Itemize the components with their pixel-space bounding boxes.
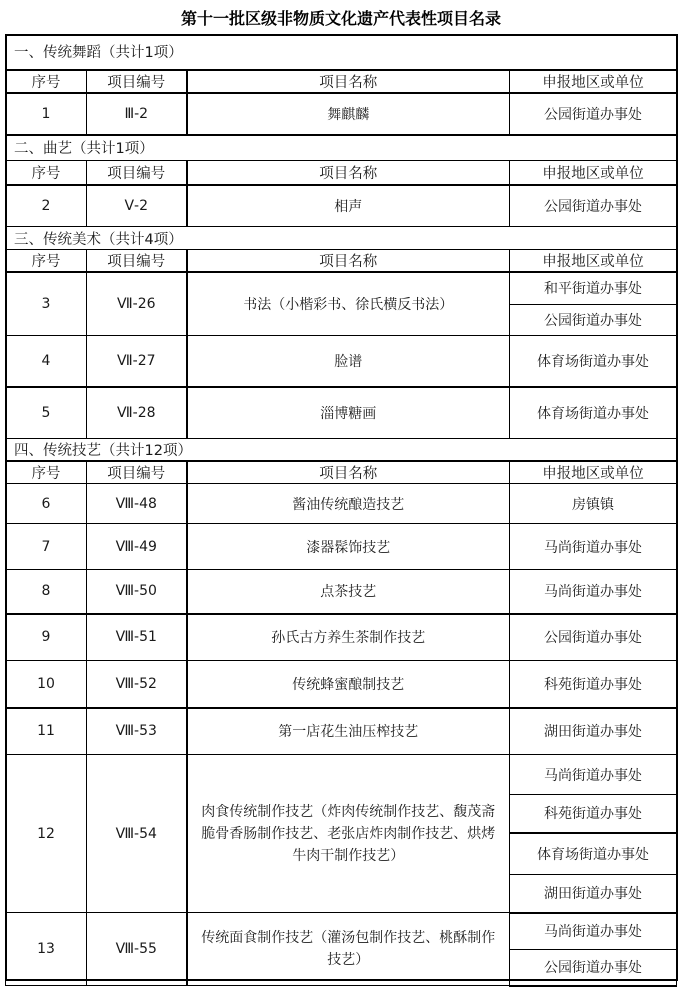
- cell-unit: 体育场街道办事处: [510, 833, 677, 875]
- cell-name: 肉食传统制作技艺（炸肉传统制作技艺、馥茂斋脆骨香肠制作技艺、老张店炸肉制作技艺、烘烤牛肉干制作技艺）: [187, 755, 510, 913]
- table-row: [6, 570, 677, 614]
- cell-unit: 公园街道办事处: [510, 950, 677, 986]
- cell-name: 舞麒麟: [187, 93, 510, 135]
- cell-name: 传统蜂蜜酿制技艺: [187, 661, 510, 708]
- cell-seq: 13: [6, 913, 87, 986]
- section-header: 四、传统技艺（共计12项）: [6, 438, 677, 461]
- cell-unit: 科苑街道办事处: [510, 795, 677, 833]
- cell-code: Ⅶ-28: [87, 387, 187, 438]
- cell-seq: 5: [6, 387, 87, 438]
- section-header: 三、传统美术（共计4项）: [6, 227, 677, 250]
- table-row: [6, 185, 677, 227]
- cell-unit: 科苑街道办事处: [510, 661, 677, 708]
- cell-name: 漆器髹饰技艺: [187, 524, 510, 570]
- cell-code: Ⅷ-49: [87, 524, 187, 570]
- column-header-name: 项目名称: [187, 161, 510, 185]
- section-header: 一、传统舞蹈（共计1项）: [6, 35, 677, 70]
- cell-unit: 马尚街道办事处: [510, 524, 677, 570]
- cell-seq: 2: [6, 185, 87, 227]
- cell-seq: 11: [6, 708, 87, 755]
- cell-seq: 12: [6, 755, 87, 913]
- cell-name: 传统面食制作技艺（灌汤包制作技艺、桃酥制作技艺）: [187, 913, 510, 986]
- column-header-code: 项目编号: [87, 250, 187, 273]
- column-header-code: 项目编号: [87, 70, 187, 93]
- cell-unit: 房镇镇: [510, 484, 677, 524]
- column-header-seq: 序号: [6, 70, 87, 93]
- cell-code: Ⅷ-52: [87, 661, 187, 708]
- table-row: [6, 913, 677, 950]
- cell-code: Ⅶ-26: [87, 272, 187, 335]
- column-header-unit: 申报地区或单位: [510, 161, 677, 185]
- cell-unit: 马尚街道办事处: [510, 570, 677, 614]
- table-row: [6, 614, 677, 661]
- table-row: [6, 708, 677, 755]
- table-row: [6, 484, 677, 524]
- cell-seq: 7: [6, 524, 87, 570]
- column-header-seq: 序号: [6, 461, 87, 484]
- cell-name: 孙氏古方养生茶制作技艺: [187, 614, 510, 661]
- column-header-seq: 序号: [6, 250, 87, 273]
- table-row: [6, 272, 677, 304]
- cell-code: Ⅷ-54: [87, 755, 187, 913]
- cell-unit: 和平街道办事处: [510, 272, 677, 304]
- cell-unit: 体育场街道办事处: [510, 387, 677, 438]
- cell-unit: 公园街道办事处: [510, 93, 677, 135]
- table-row: [6, 661, 677, 708]
- cell-unit: 湖田街道办事处: [510, 875, 677, 913]
- cell-seq: 10: [6, 661, 87, 708]
- table-row: [6, 755, 677, 795]
- column-header-name: 项目名称: [187, 461, 510, 484]
- cell-name: 书法（小楷彩书、徐氏横反书法）: [187, 272, 510, 335]
- cell-unit: 湖田街道办事处: [510, 708, 677, 755]
- cell-code: Ⅷ-50: [87, 570, 187, 614]
- cell-name: 淄博糖画: [187, 387, 510, 438]
- cell-seq: 9: [6, 614, 87, 661]
- table-row: [6, 93, 677, 135]
- cell-name: 点茶技艺: [187, 570, 510, 614]
- cell-name: 酱油传统酿造技艺: [187, 484, 510, 524]
- heritage-list-table: [5, 34, 677, 987]
- cell-unit: 马尚街道办事处: [510, 913, 677, 950]
- column-header-name: 项目名称: [187, 70, 510, 93]
- cell-unit: 公园街道办事处: [510, 304, 677, 335]
- column-header-unit: 申报地区或单位: [510, 70, 677, 93]
- cell-name: 脸谱: [187, 335, 510, 387]
- cell-code: Ⅷ-48: [87, 484, 187, 524]
- cell-seq: 1: [6, 93, 87, 135]
- table-row: [6, 335, 677, 387]
- cell-code: Ⅷ-53: [87, 708, 187, 755]
- document-title: 第十一批区级非物质文化遗产代表性项目名录: [180, 9, 501, 28]
- column-header-code: 项目编号: [87, 161, 187, 185]
- cell-code: Ⅲ-2: [87, 93, 187, 135]
- cell-unit: 体育场街道办事处: [510, 335, 677, 387]
- column-header-unit: 申报地区或单位: [510, 461, 677, 484]
- cell-seq: 6: [6, 484, 87, 524]
- section-header: 二、曲艺（共计1项）: [6, 135, 677, 161]
- cell-code: Ⅷ-55: [87, 913, 187, 986]
- column-header-code: 项目编号: [87, 461, 187, 484]
- cell-seq: 4: [6, 335, 87, 387]
- table-row: [6, 524, 677, 570]
- cell-code: Ⅷ-51: [87, 614, 187, 661]
- cell-code: Ⅶ-27: [87, 335, 187, 387]
- cell-unit: 公园街道办事处: [510, 614, 677, 661]
- column-header-seq: 序号: [6, 161, 87, 185]
- column-header-name: 项目名称: [187, 250, 510, 273]
- cell-seq: 3: [6, 272, 87, 335]
- table-row: [6, 387, 677, 438]
- cell-name: 第一店花生油压榨技艺: [187, 708, 510, 755]
- cell-code: Ⅴ-2: [87, 185, 187, 227]
- column-header-unit: 申报地区或单位: [510, 250, 677, 273]
- cell-seq: 8: [6, 570, 87, 614]
- cell-unit: 公园街道办事处: [510, 185, 677, 227]
- cell-name: 相声: [187, 185, 510, 227]
- cell-unit: 马尚街道办事处: [510, 755, 677, 795]
